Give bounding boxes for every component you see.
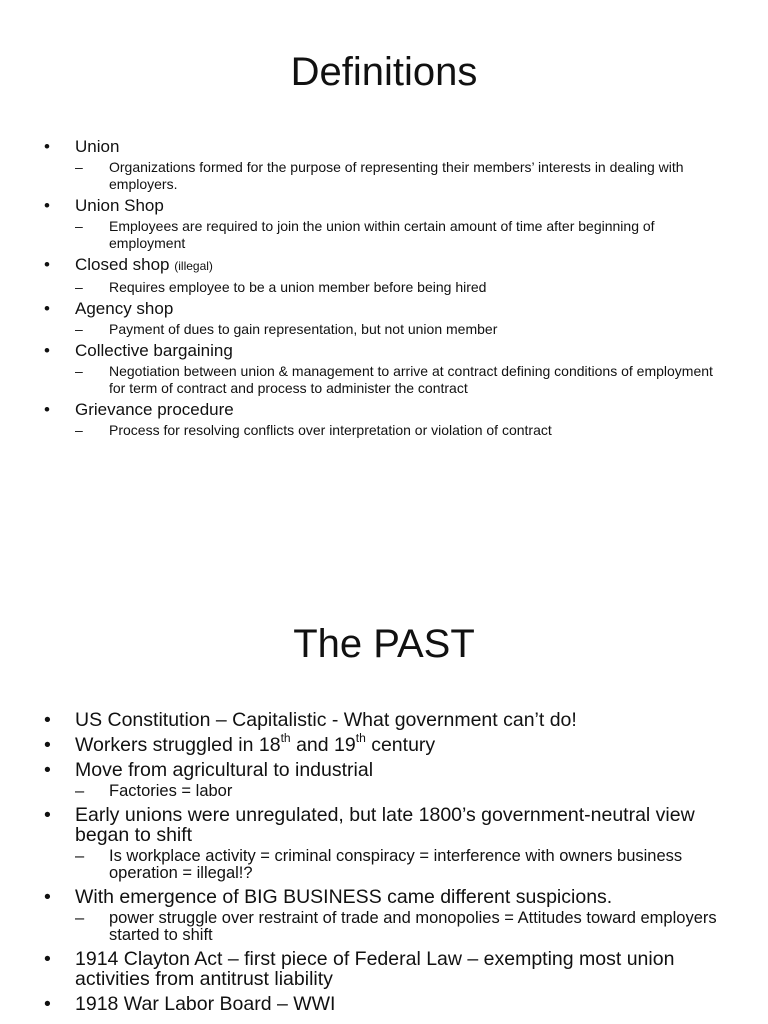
list-item <box>44 994 728 1014</box>
bullet-icon: • <box>44 255 50 274</box>
term: Collective bargaining <box>75 341 233 360</box>
dash-icon: – <box>75 159 83 175</box>
superscript: th <box>355 731 366 746</box>
list-item <box>44 731 728 756</box>
sub-item <box>75 910 728 944</box>
list-item <box>44 340 728 397</box>
sub-item <box>75 848 728 882</box>
definition: Process for resolving conflicts over interpretation or violation of contract <box>109 422 552 438</box>
item-text: 1914 Clayton Act – first piece of Federal Law – exempting most union activities from antitrust liability <box>75 948 675 990</box>
bullet-icon: • <box>44 196 50 215</box>
slide-the-past <box>0 512 768 1024</box>
dash-icon: – <box>75 363 83 379</box>
list-item <box>44 949 728 989</box>
text-part: and 19 <box>290 734 356 756</box>
sub-item <box>75 422 728 439</box>
dash-icon: – <box>75 422 83 438</box>
slide-title: The PAST <box>293 622 475 666</box>
bullet-icon: • <box>44 759 51 781</box>
list-item <box>44 254 728 296</box>
bullet-icon: • <box>44 299 50 318</box>
term: Union <box>75 137 120 156</box>
dash-icon: – <box>75 321 83 337</box>
bullet-icon: • <box>44 886 51 908</box>
sub-item <box>75 159 728 193</box>
list-item <box>44 710 728 730</box>
superscript: th <box>280 731 291 746</box>
sub-text: Factories = labor <box>109 782 233 800</box>
term: Agency shop <box>75 299 174 318</box>
bullet-icon: • <box>44 709 51 731</box>
definitions-list <box>44 136 728 441</box>
list-item <box>44 760 728 800</box>
slide-title: Definitions <box>290 50 478 94</box>
sub-text: power struggle over restraint of trade and monopolies = Attitudes toward employers started to shift <box>109 909 717 944</box>
bullet-icon: • <box>44 341 50 360</box>
dash-icon: – <box>75 909 85 927</box>
dash-icon: – <box>75 218 83 234</box>
bullet-icon: • <box>44 948 51 970</box>
definition: Employees are required to join the union within certain amount of time after beginning of employment <box>109 218 655 251</box>
sub-item <box>75 363 728 397</box>
term: Union Shop <box>75 196 164 215</box>
text-part: Workers struggled in 18 <box>75 734 281 756</box>
list-item <box>44 805 728 882</box>
item-text: 1918 War Labor Board – WWI <box>75 993 336 1015</box>
definition: Organizations formed for the purpose of representing their members’ interests in dealing with employers. <box>109 159 684 192</box>
bullet-icon: • <box>44 804 51 826</box>
list-item <box>44 887 728 944</box>
dash-icon: – <box>75 782 85 800</box>
term: Grievance procedure <box>75 400 234 419</box>
sub-text: Is workplace activity = criminal conspiracy = interference with owners business operation = illegal!? <box>109 847 683 882</box>
dash-icon: – <box>75 279 83 295</box>
list-item <box>44 195 728 252</box>
bullet-icon: • <box>44 400 50 419</box>
item-text: US Constitution – Capitalistic - What government can’t do! <box>75 709 577 731</box>
definition: Negotiation between union & management to arrive at contract defining conditions of employment for term of contract and process to administer the contract <box>109 363 713 396</box>
item-text: Move from agricultural to industrial <box>75 759 374 781</box>
text-part: century <box>365 734 436 756</box>
definition: Payment of dues to gain representation, but not union member <box>109 321 498 337</box>
bullet-icon: • <box>44 734 51 756</box>
list-item <box>44 136 728 193</box>
sub-item <box>75 783 728 800</box>
bullet-icon: • <box>44 993 51 1015</box>
dash-icon: – <box>75 847 85 865</box>
list-item <box>44 399 728 439</box>
sub-item <box>75 321 728 338</box>
sub-item <box>75 279 728 296</box>
sub-item <box>75 218 728 252</box>
history-list <box>44 710 728 1019</box>
bullet-icon: • <box>44 137 50 156</box>
item-text: Early unions were unregulated, but late 1800’s government-neutral view began to shift <box>75 804 695 846</box>
definition: Requires employee to be a union member before being hired <box>109 279 487 295</box>
term: Closed shop <box>75 255 170 274</box>
illegal-note: (illegal) <box>174 259 213 273</box>
list-item <box>44 298 728 338</box>
item-text <box>75 731 436 756</box>
item-text: With emergence of BIG BUSINESS came different suspicions. <box>75 886 613 908</box>
